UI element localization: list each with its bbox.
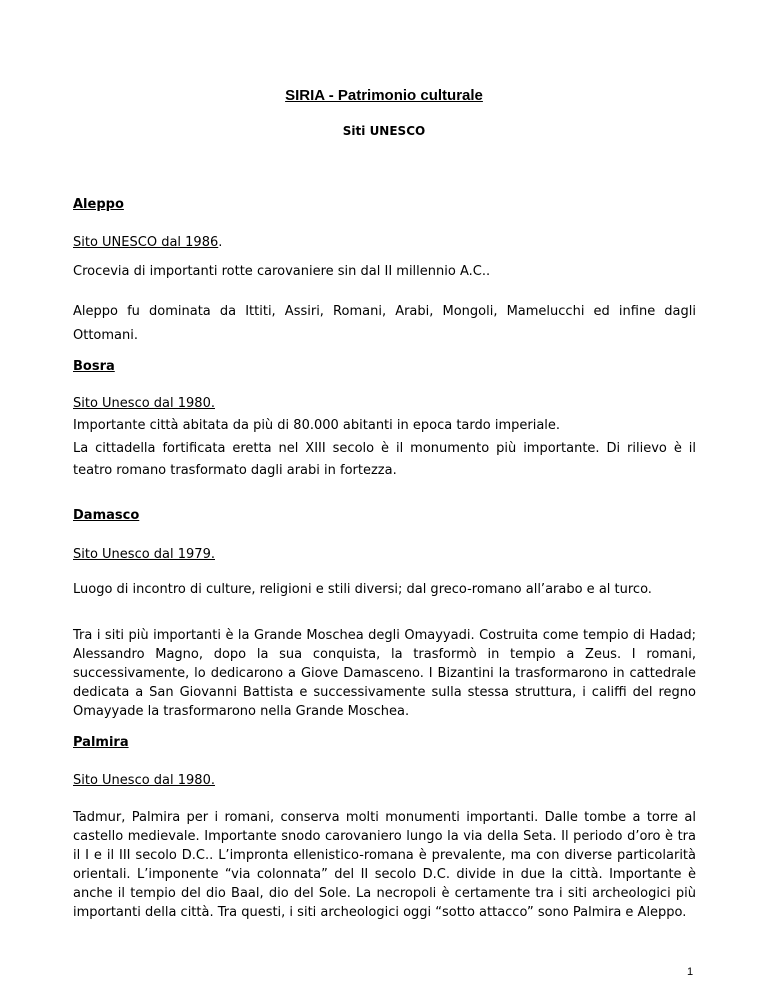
unesco-year: Sito Unesco dal 1980. [73,396,215,411]
section-aleppo-paragraph-2: Aleppo fu dominata da Ittiti, Assiri, Romani, Arabi, Mongoli, Mamelucchi ed infine dagli Ottomani. [73,304,696,343]
section-damasco-unesco [73,545,696,565]
unesco-year: Sito Unesco dal 1980. [73,773,215,788]
section-palmira-paragraph-1: Tadmur, Palmira per i romani, conserva molti monumenti importanti. Dalle tombe a torre al castello medievale. Importante snodo carovaniero lungo la via della Seta. Il periodo d’oro è tra il I e il III secolo D.C.. L’impronta ellenistico-romana è prevalente, ma con diverse particolarità orientali. L’imponente “via colonnata” del II secolo D.C. divide in due la città. Importante è anche il tempio del dio Baal, dio del Sole. La necropoli è certamente tra i siti archeologici più importanti della città. Tra questi, i siti archeologici oggi “sotto attacco” sono Palmira e Aleppo. [73,810,696,920]
unesco-period: . [218,235,223,250]
section-heading: Damasco [73,508,140,523]
section-heading: Aleppo [73,197,124,212]
section-heading: Bosra [73,359,115,374]
document-title: SIRIA - Patrimonio culturale [285,87,483,104]
section-bosra-paragraph-1: Importante città abitata da più di 80.000 abitanti in epoca tardo imperiale. [73,418,561,433]
document-subtitle: Siti UNESCO [342,124,426,138]
section-bosra-heading [73,357,696,377]
section-damasco-paragraph-2: Tra i siti più importanti è la Grande Moschea degli Omayyadi. Costruita come tempio di Hadad; Alessandro Magno, dopo la sua conquista, la trasformò in tempio a Zeus. I romani, successivamente, lo dedicarono a Giove Damasceno. I Bizantini la trasformarono in cattedrale dedicata a San Giovanni Battista e successivamente sulla stessa struttura, i califfi del regno Omayyade la trasformarono nella Grande Moschea. [73,628,696,719]
section-aleppo-heading [73,195,696,215]
section-damasco-paragraph-1: Luogo di incontro di culture, religioni e stili diversi; dal greco-romano all’arabo e al turco. [73,582,652,597]
section-palmira-unesco [73,771,696,791]
page-number: 1 [687,966,694,978]
section-bosra-unesco [73,394,696,414]
section-aleppo-paragraph-1: Crocevia di importanti rotte carovaniere sin dal II millennio A.C.. [73,264,491,279]
section-damasco-heading [73,506,696,526]
section-heading: Palmira [73,735,129,750]
unesco-year: Sito UNESCO dal 1986 [73,235,219,250]
section-bosra-paragraph-2: La cittadella fortificata eretta nel XIII secolo è il monumento più importante. Di rilievo è il teatro romano trasformato dagli arabi in fortezza. [73,441,696,478]
unesco-year: Sito Unesco dal 1979. [73,547,215,562]
section-aleppo-unesco [73,233,696,253]
section-palmira-heading [73,733,696,753]
